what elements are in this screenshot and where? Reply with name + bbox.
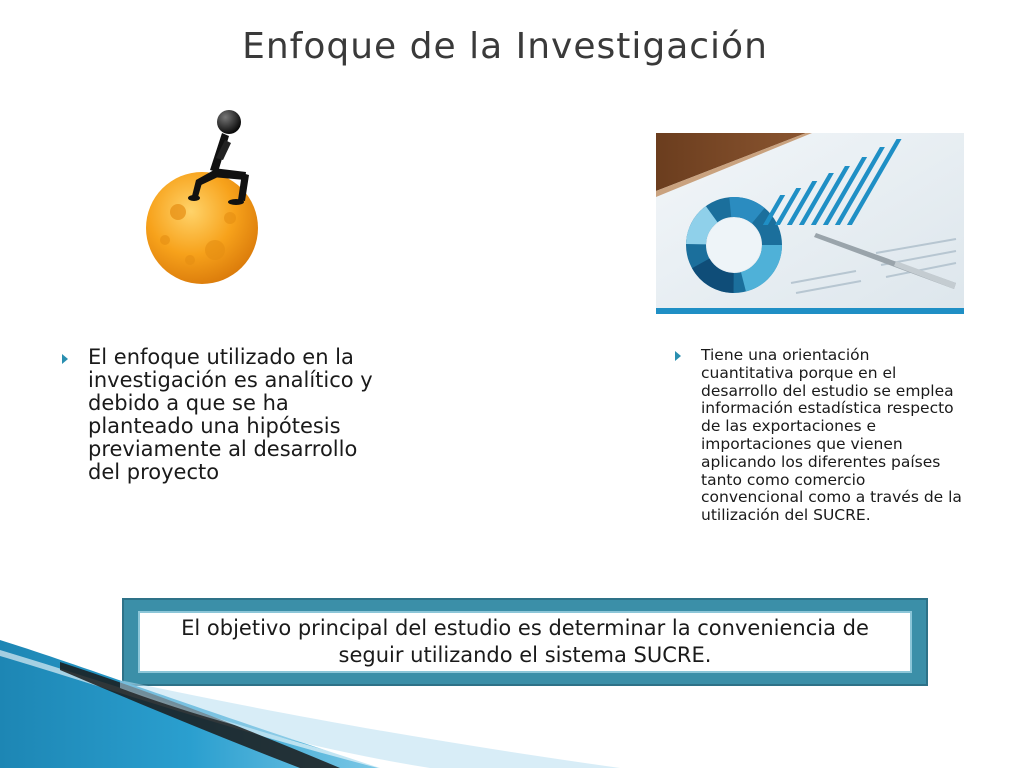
- thinker-on-ball-image: [130, 100, 280, 290]
- decorative-swoosh: [0, 640, 620, 768]
- right-bullet-text: Tiene una orientación cuantitativa porque en el desarrollo del estudio se emplea información estadística respecto de las exportaciones e importaciones que vienen aplicando los diferentes países tanto como comercio convencional como a través de la utilización del SUCRE.: [701, 346, 962, 525]
- left-bullet-point: [62, 346, 382, 484]
- statistics-report-image: [656, 133, 964, 314]
- slide-title: Enfoque de la Investigación: [242, 26, 768, 67]
- left-bullet-text: El enfoque utilizado en la investigación es analítico y debido a que se ha planteado una hipótesis previamente al desarrollo del proyecto: [88, 345, 373, 484]
- right-bullet-point: [675, 347, 965, 525]
- objective-text: El objetivo principal del estudio es determinar la conveniencia de seguir utilizando el sistema SUCRE.: [138, 611, 912, 673]
- arrow-bullet-icon: [62, 354, 68, 364]
- arrow-bullet-icon: [675, 351, 681, 361]
